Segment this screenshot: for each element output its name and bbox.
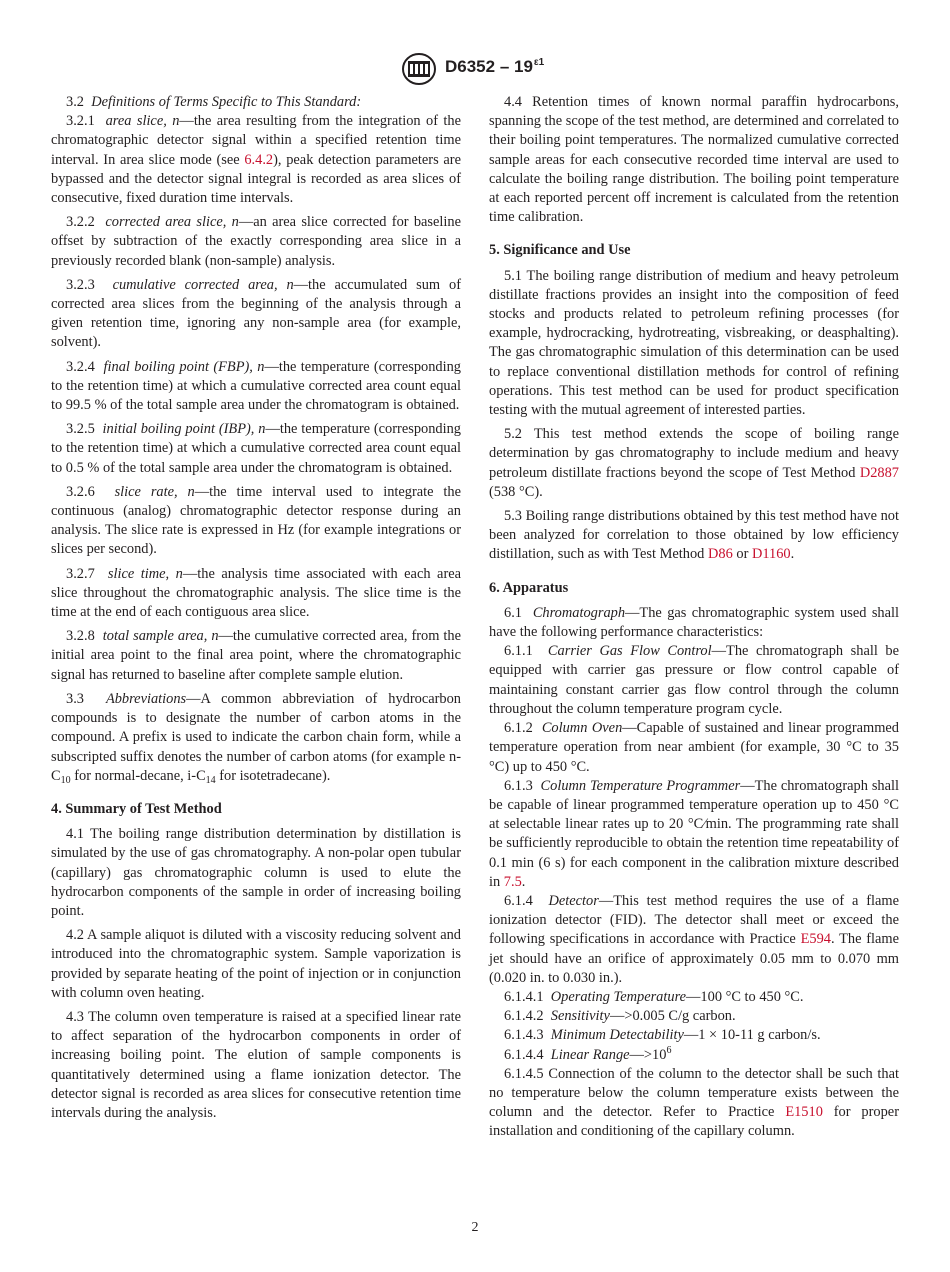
section-6-1: 6.1 Chromatograph—The gas chromatographic system used shall have the following performance characteristics: [489, 604, 899, 641]
section-4-1: 4.1 The boiling range distribution determination by distillation is simulated by the use of gas chromatography. A non-polar open tubular (capillary) gas chromatographic column is used to elute the hydrocarbon components of the sample in order of increasing boiling point. [51, 826, 461, 919]
standard-designation: $D6352 - 19^{\varepsilon 1}$ [445, 57, 545, 76]
section-6-1-1: 6.1.1 Carrier Gas Flow Control—The chromatograph shall be equipped with carrier gas pressure or flow control capable of maintaining constant carrier gas flow control through the column throughout the column temperature program cycle. [489, 643, 899, 717]
section-6-1-3: 6.1.3 Column Temperature Programmer—The chromatograph shall be capable of linear programmed temperature operation up to 450 °C at selectable linear rates up to 20 °C⁄min. The programming rate shall be sufficiently reproducible to obtain the retention time repeatability of 0.1 min (6 s) for each component in the calibration mixture described in 7.5. [489, 777, 899, 890]
section-6-1-4-5: 6.1.4.5 Connection of the column to the detector shall be such that no temperature below the column temperature exists between the column and the detector. Refer to Practice E1510 for proper installation and conditioning of the capillary column. [489, 1065, 899, 1140]
right-column [489, 93, 899, 1142]
section-3-2-5: 3.2.5 initial boiling point (IBP), n—the temperature (corresponding to the retention time) at which a cumulative corrected area count equal to 0.5 % of the total sample area under the chromatogram is obtained. [51, 421, 461, 476]
section-3-2-6: 3.2.6 slice rate, n—the time interval used to integrate the continuous (analog) chromatographic detector response during an analysis. The slice rate is expressed in Hz (for example integrations or slices per second). [51, 483, 461, 558]
section-6-1-4-3: 6.1.4.3 Minimum Detectability—1 × 10-11 g carbon/s. [504, 1027, 821, 1044]
section-5-3: 5.3 Boiling range distributions obtained by this test method have not been analyzed for correlation to those obtained by low efficiency distillation, such as with Test Method D86 or D1160. [489, 508, 899, 563]
section-6-heading: 6. Apparatus [489, 579, 569, 596]
section-3-2-8: 3.2.8 total sample area, n—the cumulative corrected area, from the initial area point to the final area point, where the chromatographic signal has returned to baseline after complete sample elution. [51, 628, 461, 683]
section-5-heading: 5. Significance and Use [489, 242, 631, 259]
section-6-1-4: 6.1.4 Detector—This test method requires the use of a flame ionization detector (FID). The detector shall meet or exceed the following specifications in accordance with Practice E594. The flame jet should have an orifice of approximately 0.05 mm to 0.070 mm (0.020 in. to 0.030 in.). [489, 892, 899, 986]
ref-7-5-link[interactable]: 7.5 [503, 873, 522, 890]
section-6-1-4-2: 6.1.4.2 Sensitivity—>0.005 C/g carbon. [504, 1008, 736, 1025]
section-6-1-2: 6.1.2 Column Oven—Capable of sustained and linear programmed temperature operation from near ambient (for example, 30 °C to 35 °C) up to 450 °C. [489, 720, 899, 775]
ref-6-4-2-link[interactable]: 6.4.2 [244, 151, 274, 168]
section-3-2-1: 3.2.1 area slice, n—the area resulting from the integration of the chromatographic detector signal within a specified retention time interval. In area slice mode (see 6.4.2), peak detection parameters are bypassed and the detector signal integral is recorded as area slices of consecutive, fixed duration time intervals. [51, 113, 461, 207]
section-4-heading: 4. Summary of Test Method [51, 800, 222, 817]
section-3-3: 3.3 Abbreviations—A common abbreviation of hydrocarbon compounds is to designate the number of carbon atoms in the compound. A prefix is used to indicate the carbon chain form, while a subscripted suffix denotes the number of carbon atoms (for example $n-C_{10}$ for normal-decane, $i-C_{14}$ for isotetradecane). [51, 690, 461, 786]
section-3-2-2: 3.2.2 corrected area slice, n—an area slice corrected for baseline offset by subtraction of the exactly corresponding area slice in a previously recorded blank (non-sample) analysis. [51, 214, 461, 269]
section-4-2: 4.2 A sample aliquot is diluted with a viscosity reducing solvent and introduced into the chromatographic system. Sample vaporization is provided by separate heating of the point of injection or in conjunction with column oven heating. [51, 927, 461, 1001]
section-5-2: 5.2 This test method extends the scope of boiling range determination by gas chromatography to include medium and heavy petroleum distillate fractions beyond the scope of Test Method D2887 (538 °C). [489, 426, 899, 500]
section-4-3: 4.3 The column oven temperature is raised at a specified linear rate to affect separation of the hydrocarbon components in order of increasing boiling point. The elution of sample components is quantitatively determined using a flame ionization detector. The detector signal is recorded as area slices for consecutive retention time intervals during the analysis. [51, 1008, 461, 1121]
section-3-2-4: 3.2.4 final boiling point (FBP), n—the temperature (corresponding to the retention time) at which a cumulative corrected area count equal to 99.5 % of the total sample area under the chromatogram is obtained. [51, 358, 461, 414]
ref-d2887-link[interactable]: D2887 [859, 464, 899, 481]
section-5-1: 5.1 The boiling range distribution of medium and heavy petroleum distillate fractions provides an insight into the composition of feed stocks and products related to petroleum refining processes (for example, hydrocracking, hydrotreating, visbreaking, or deasphalting). The gas chromatographic simulation of this determination can be used to replace conventional distillation methods for control of refining operations. This test method can be used for product specification testing with the mutual agreement of interested parties. [489, 267, 899, 419]
astm-logo-icon [400, 52, 438, 86]
section-6-1-4-1: 6.1.4.1 Operating Temperature—100 °C to 450 °C. [504, 988, 804, 1005]
ref-d86-link[interactable]: D86 [707, 546, 733, 563]
ref-e1510-link[interactable]: E1510 [785, 1104, 823, 1121]
left-column [51, 93, 461, 1123]
section-6-1-4-4: 6.1.4.4 Linear $Range—>10^6$ [504, 1044, 672, 1063]
page-header [0, 52, 950, 86]
ref-d1160-link[interactable]: D1160 [751, 546, 791, 563]
page-number: 2 [471, 1220, 479, 1235]
section-3-2: 3.2 Definitions of Terms Specific to This Standard: [66, 94, 362, 110]
section-4-4: 4.4 Retention times of known normal paraffin hydrocarbons, spanning the scope of the test method, are determined and correlated to their boiling point temperatures. The normalized cumulative corrected sample areas for each consecutive recorded time interval are used to calculate the boiling range distribution. The boiling point temperature at each reported percent off increment is calculated from the retention time calibration. [489, 94, 899, 226]
section-3-2-3: 3.2.3 cumulative corrected area, n—the accumulated sum of corrected area slices from the beginning of the analysis through a given retention time, ignoring any non-sample area (for example, solvent). [51, 276, 462, 351]
epsilon-superscript: ε1 [533, 57, 545, 68]
section-3-2-7: 3.2.7 slice time, n—the analysis time associated with each area slice throughout the chromatographic analysis. The slice time is the time at the end of each contiguous area slice. [51, 565, 462, 621]
ref-e594-link[interactable]: E594 [800, 931, 831, 948]
